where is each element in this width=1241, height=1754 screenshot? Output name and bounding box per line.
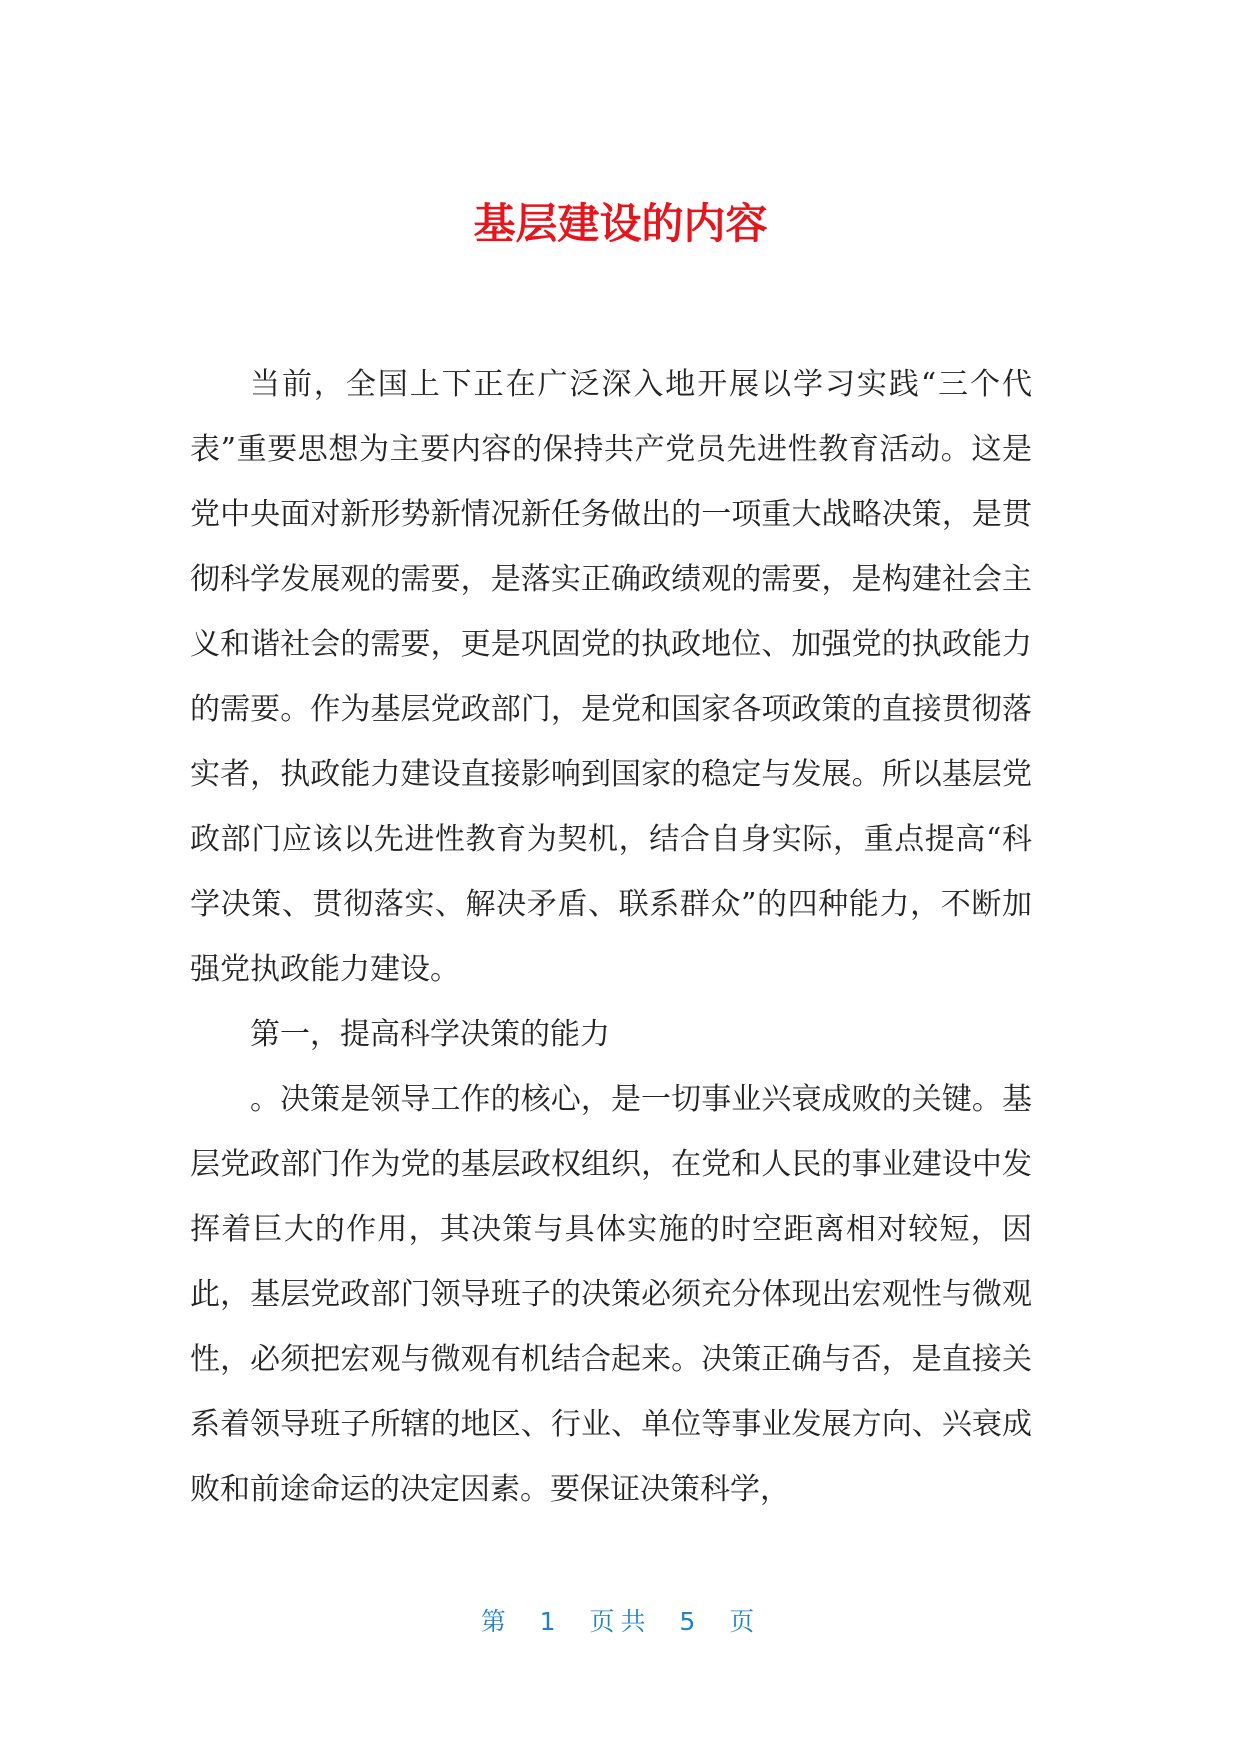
document-title: 基层建设的内容 [473,199,768,248]
paragraph-intro: 当前，全国上下正在广泛深入地开展以学习实践“三个代表”重要思想为主要内容的保持共产党员先进性教育活动。这是党中央面对新形势新情况新任务做出的一项重大战略决策，是贯彻科学发展观的需要，是落实正确政绩观的需要，是构建社会主义和谐社会的需要，更是巩固党的执政地位、加强党的执政能力的需要。作为基层党政部门，是党和国家各项政策的直接贯彻落实者，执政能力建设直接影响到国家的稳定与发展。所以基层党政部门应该以先进性教育为契机，结合自身实际，重点提高“科学决策、贯彻落实、解决矛盾、联系群众”的四种能力，不断加强党执政能力建设。 [190,367,1032,987]
page-number-footer: 第 1 页共 5 页 [480,1607,761,1636]
paragraph-decision: 。决策是领导工作的核心，是一切事业兴衰成败的关键。基层党政部门作为党的基层政权组织，在党和人民的事业建设中发挥着巨大的作用，其决策与具体实施的时空距离相对较短，因此，基层党政部门领导班子的决策必须充分体现出宏观性与微观性，必须把宏观与微观有机结合起来。决策正确与否，是直接关系着领导班子所辖的地区、行业、单位等事业发展方向、兴衰成败和前途命运的决定因素。要保证决策科学， [190,1082,1032,1507]
section-heading-first: 第一，提高科学决策的能力 [250,1017,610,1052]
document-body [190,352,1032,1522]
